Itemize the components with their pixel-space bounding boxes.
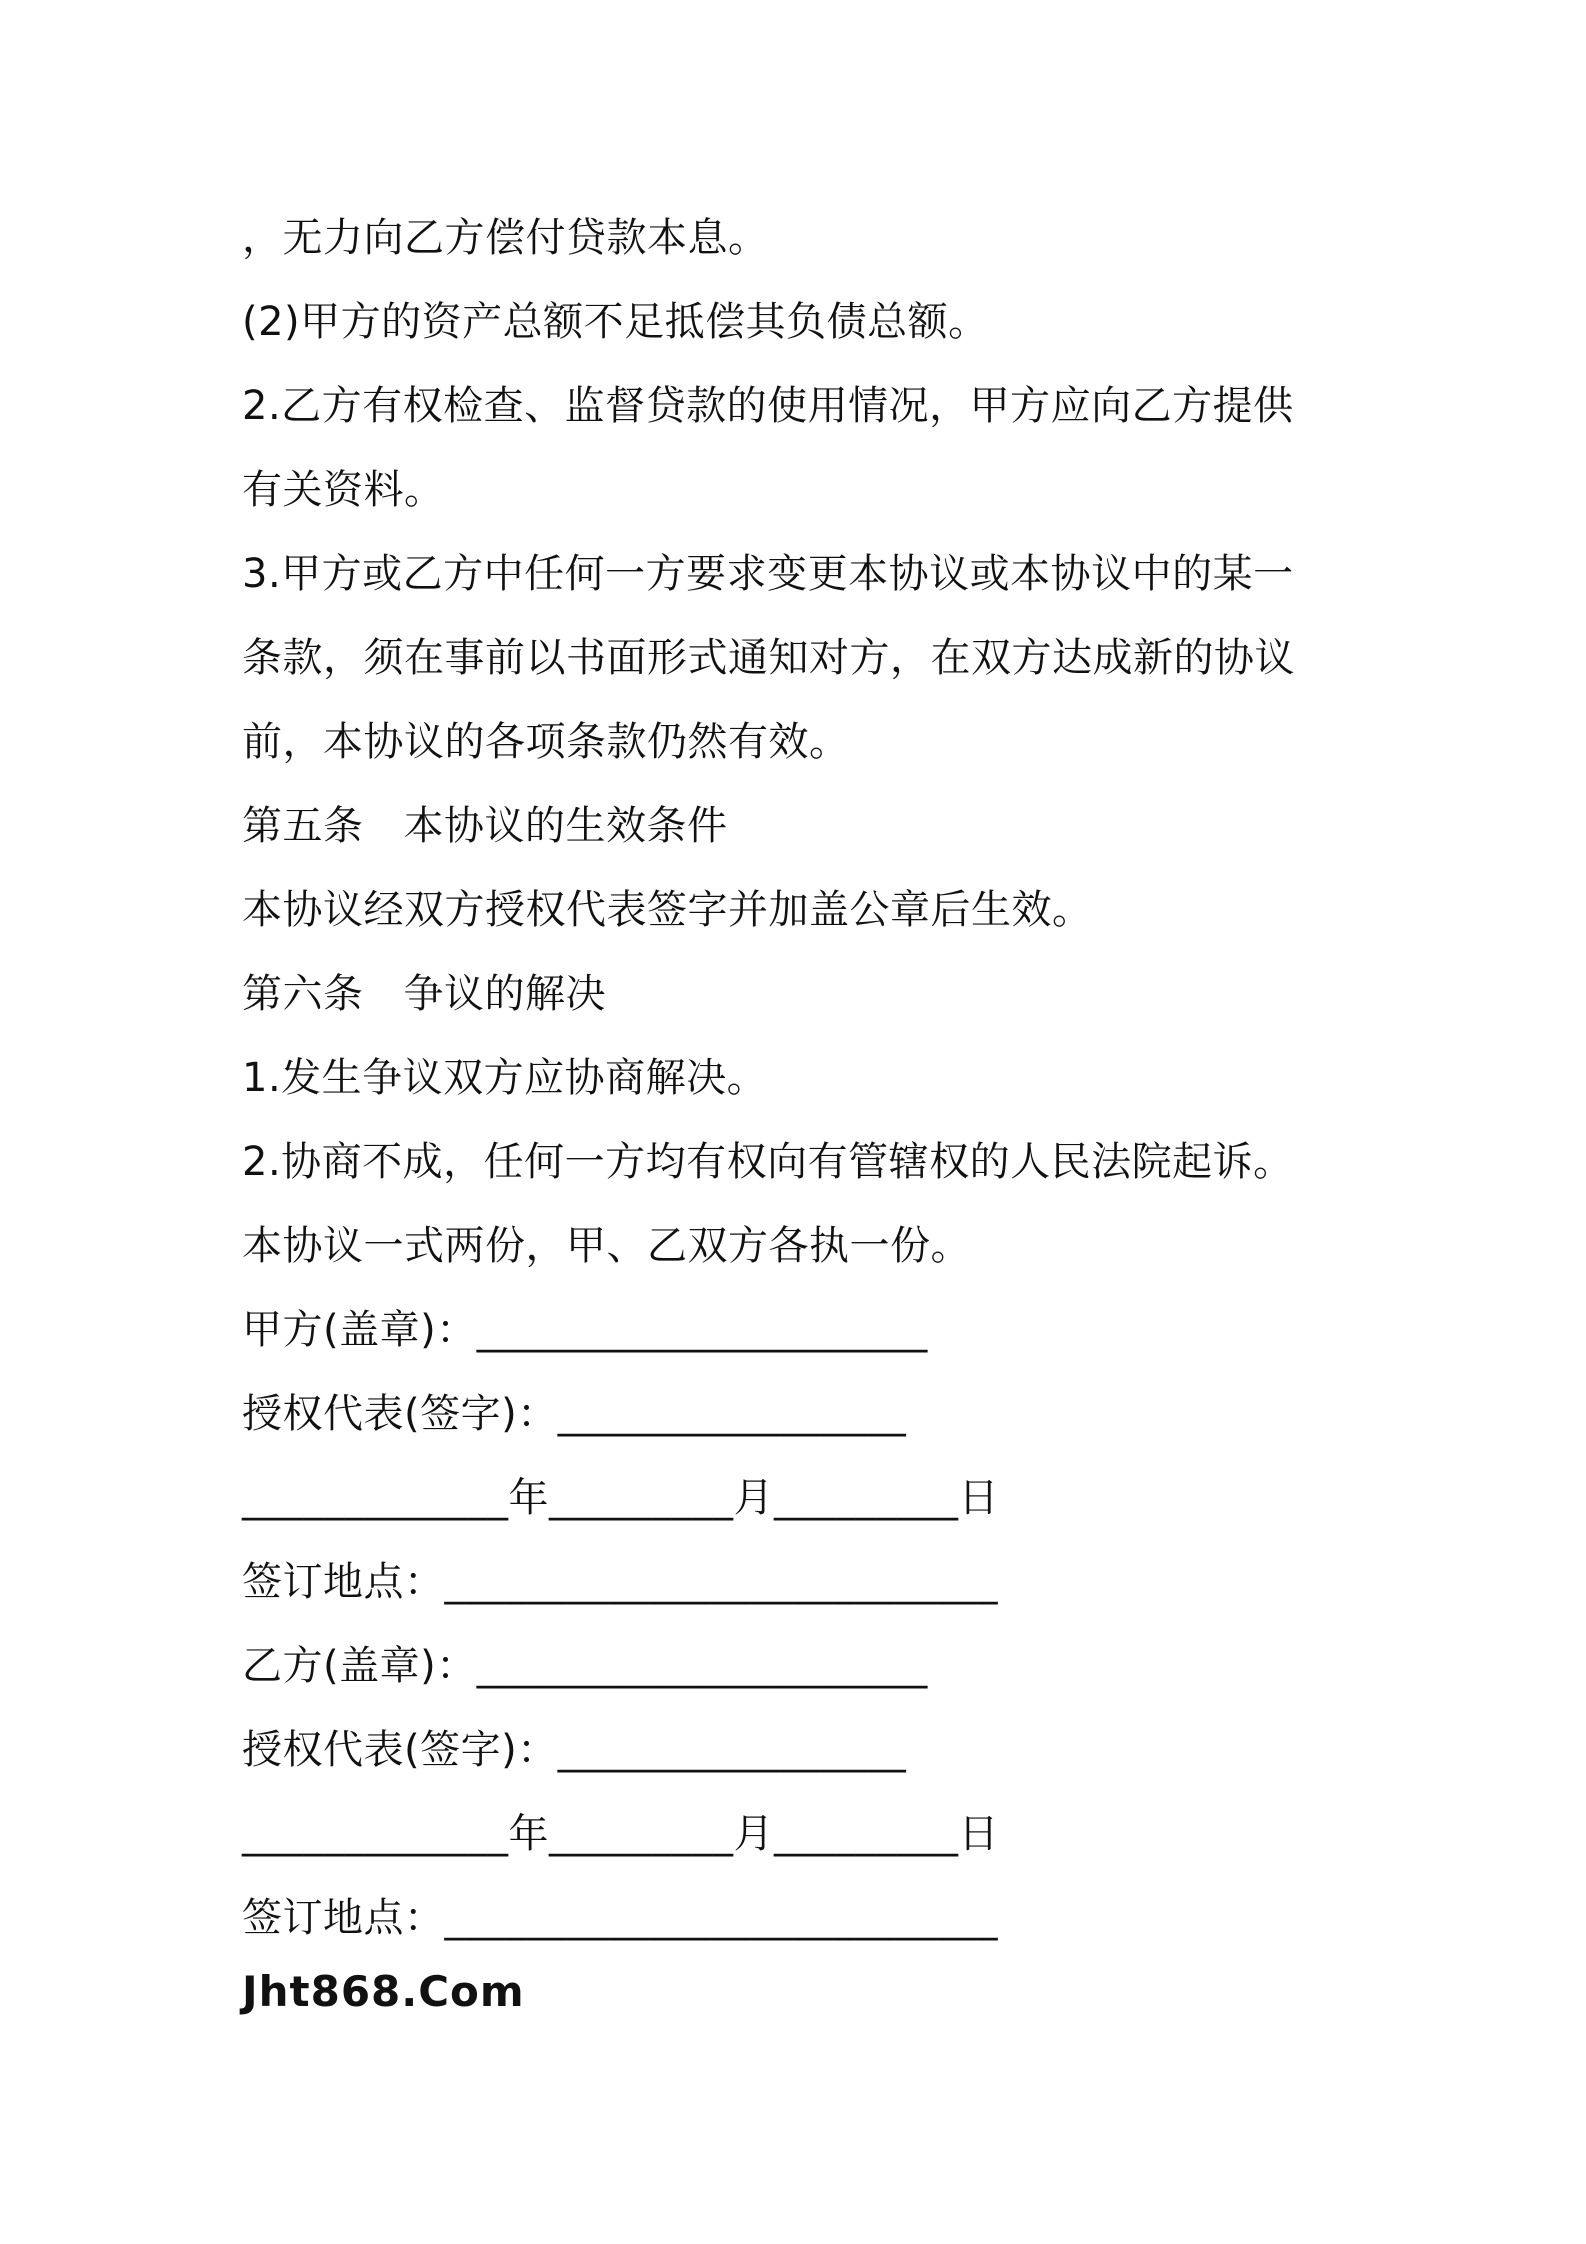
text-line: 本协议经双方授权代表签字并加盖公章后生效。 <box>242 887 1093 933</box>
party-b-date-field: _____________年_________月_________日 <box>242 1811 999 1857</box>
party-a-seal-field: 甲方(盖章)：______________________ <box>242 1307 928 1353</box>
text-line: 2.协商不成，任何一方均有权向有管辖权的人民法院起诉。 <box>242 1139 1294 1185</box>
text-line: (2)甲方的资产总额不足抵偿其负债总额。 <box>242 299 989 345</box>
text-line: 有关资料。 <box>242 467 445 513</box>
article-6-heading <box>242 952 1362 1036</box>
article-label: 第五条 <box>242 803 364 849</box>
text-line: 条款，须在事前以书面形式通知对方，在双方达成新的协议 <box>242 635 1295 681</box>
document-body <box>242 196 1362 1960</box>
site-watermark: Jht868.Com <box>242 1967 525 2016</box>
text-line: 1.发生争议双方应协商解决。 <box>242 1055 768 1101</box>
article-label: 第六条 <box>242 971 364 1017</box>
party-a-date-field: _____________年_________月_________日 <box>242 1475 999 1521</box>
party-b-seal-field: 乙方(盖章)：______________________ <box>242 1643 928 1689</box>
text-line: 3.甲方或乙方中任何一方要求变更本协议或本协议中的某一 <box>242 551 1294 597</box>
party-a-place-field: 签订地点：___________________________ <box>242 1559 998 1605</box>
party-a-signature-field: 授权代表(签字)：_________________ <box>242 1391 907 1437</box>
article-title: 本协议的生效条件 <box>403 803 728 849</box>
article-5-heading <box>242 784 1362 868</box>
text-line: 2.乙方有权检查、监督贷款的使用情况，甲方应向乙方提供 <box>242 383 1294 429</box>
text-line: ，无力向乙方偿付贷款本息。 <box>242 215 769 261</box>
text-line: 本协议一式两份，甲、乙双方各执一份。 <box>242 1223 971 1269</box>
article-title: 争议的解决 <box>403 971 606 1017</box>
party-b-signature-field: 授权代表(签字)：_________________ <box>242 1727 907 1773</box>
party-b-place-field: 签订地点：___________________________ <box>242 1895 998 1941</box>
text-line: 前，本协议的各项条款仍然有效。 <box>242 719 850 765</box>
